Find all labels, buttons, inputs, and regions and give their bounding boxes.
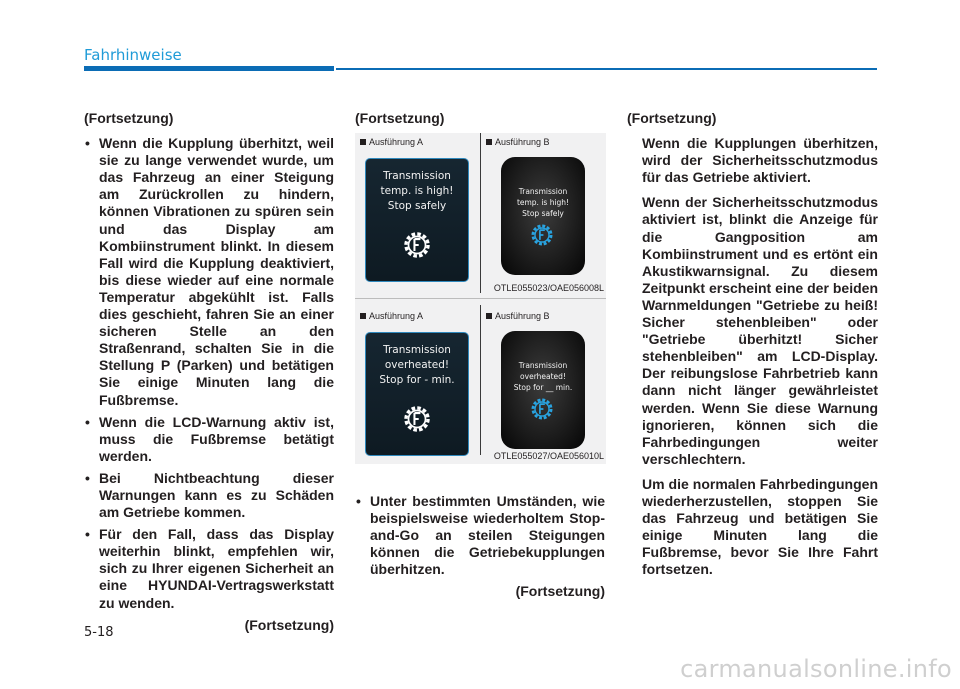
transmission-gear-warning-icon (528, 395, 556, 423)
column-2-bullet-list (355, 493, 605, 578)
list-item: • Wenn die Kupplung überhitzt, weil sie zu lange verwendet wurde, um das Fahrzeug an einer Steigung am Zurückrollen zu hindern, können Vibrationen zu spüren sein und das Display am Kombiinstrument blinkt. In diesem Fall wird die Kupplung deaktiviert, bis diese wieder auf eine normale Temperatur abgekühlt ist. Falls dies geschieht, fahren Sie an einer sicheren Stelle an den Straßenrand, schalten Sie in die Stellung P (Parken) und betätigen Sie einige Minuten lang die Fußbremse. (84, 135, 334, 409)
screen-message: Transmission overheated! Stop for - min. (379, 344, 455, 386)
square-bullet-icon (360, 139, 366, 145)
panel-1-screen-a (365, 158, 469, 282)
panel-2-label-b: Ausführung B (486, 311, 550, 321)
panel-1-screen-b (501, 157, 585, 275)
column-2-continued: (Fortsetzung) (515, 583, 605, 600)
header-rule-thin (336, 68, 877, 70)
column-3-paragraph: Wenn der Sicherheitsschutzmodus aktiviert ist, blinkt die Anzeige für die Gangposition am Kombiinstrument und es ertönt ein Akustikwarnsignal. Zu diesem Zeitpunkt erscheint eine der beiden Warnmeldungen "Getriebe zu heiß! Sicher stehenbleiben" oder "Getriebe überhitzt! Sicher stehenbleiben" am LCD-Display. Der reibungslose Fahrbetrieb kann dann nicht länger gewährleistet werden. Wenn Sie diese Warnung ignorieren, können sich die Fahrbedingungen weiter verschlechtern. (642, 194, 878, 467)
panel-1-figure-code: OTLE055023/OAE056008L (493, 283, 604, 293)
panel-2-figure-code: OTLE055027/OAE056010L (493, 451, 604, 461)
screen-message: Transmission temp. is high! Stop safely (380, 170, 454, 212)
column-3-paragraph: Wenn die Kupplungen überhitzen, wird der Sicherheitsschutzmodus für das Getriebe aktiviert. (642, 135, 878, 186)
page-number: 5-18 (84, 625, 114, 640)
column-3 (627, 110, 878, 586)
list-item: • Für den Fall, dass das Display weiterhin blinkt, empfehlen wir, sich zu Ihrer eigenen Sicherheit an eine HYUNDAI-Vertragswerkstatt zu wenden. (84, 526, 334, 611)
column-3-heading: (Fortsetzung) (627, 110, 717, 126)
column-1-continued: (Fortsetzung) (244, 616, 334, 633)
figure-divider-horizontal (355, 298, 606, 299)
column-1 (84, 110, 334, 642)
screen-message: Transmission temp. is high! Stop safely (516, 187, 570, 218)
list-item: • Wenn die LCD-Warnung aktiv ist, muss die Fußbremse betätigt werden. (84, 414, 334, 465)
transmission-gear-warning-icon (400, 228, 434, 262)
watermark: carmanualsonline.info (680, 655, 952, 683)
column-3-paragraph: Um die normalen Fahrbedingungen wiederherzustellen, stoppen Sie das Fahrzeug und betätigen Sie einige Minuten lang die Fußbremse, bevor Sie Ihre Fahrt fortsetzen. (642, 475, 878, 578)
square-bullet-icon (360, 313, 366, 319)
column-2-text (355, 493, 605, 601)
panel-1-label-b: Ausführung B (486, 137, 550, 147)
panel-2-screen-a (365, 332, 469, 456)
transmission-gear-warning-icon (528, 221, 556, 249)
warning-display-figure (355, 133, 606, 464)
list-item: • Unter bestimmten Umständen, wie beispielsweise wiederholtem Stop-and-Go an steilen Steigungen können die Getriebekupplungen überhitzen. (355, 493, 605, 578)
header-rule-thick (84, 66, 334, 71)
figure-divider-vertical-bottom (480, 305, 481, 455)
column-1-bullet-list (84, 135, 334, 612)
figure-divider-vertical-top (480, 133, 481, 293)
column-1-heading: (Fortsetzung) (84, 110, 174, 126)
panel-2-screen-b (501, 331, 585, 449)
transmission-gear-warning-icon (400, 402, 434, 436)
square-bullet-icon (486, 139, 492, 145)
column-2-heading: (Fortsetzung) (355, 110, 445, 126)
list-item: • Bei Nichtbeachtung dieser Warnungen kann es zu Schäden am Getriebe kommen. (84, 470, 334, 521)
panel-1-label-a: Ausführung A (360, 137, 423, 147)
panel-2-label-a: Ausführung A (360, 311, 423, 321)
section-title: Fahrhinweise (84, 46, 182, 64)
square-bullet-icon (486, 313, 492, 319)
screen-message: Transmission overheated! Stop for __ min. (513, 361, 573, 392)
